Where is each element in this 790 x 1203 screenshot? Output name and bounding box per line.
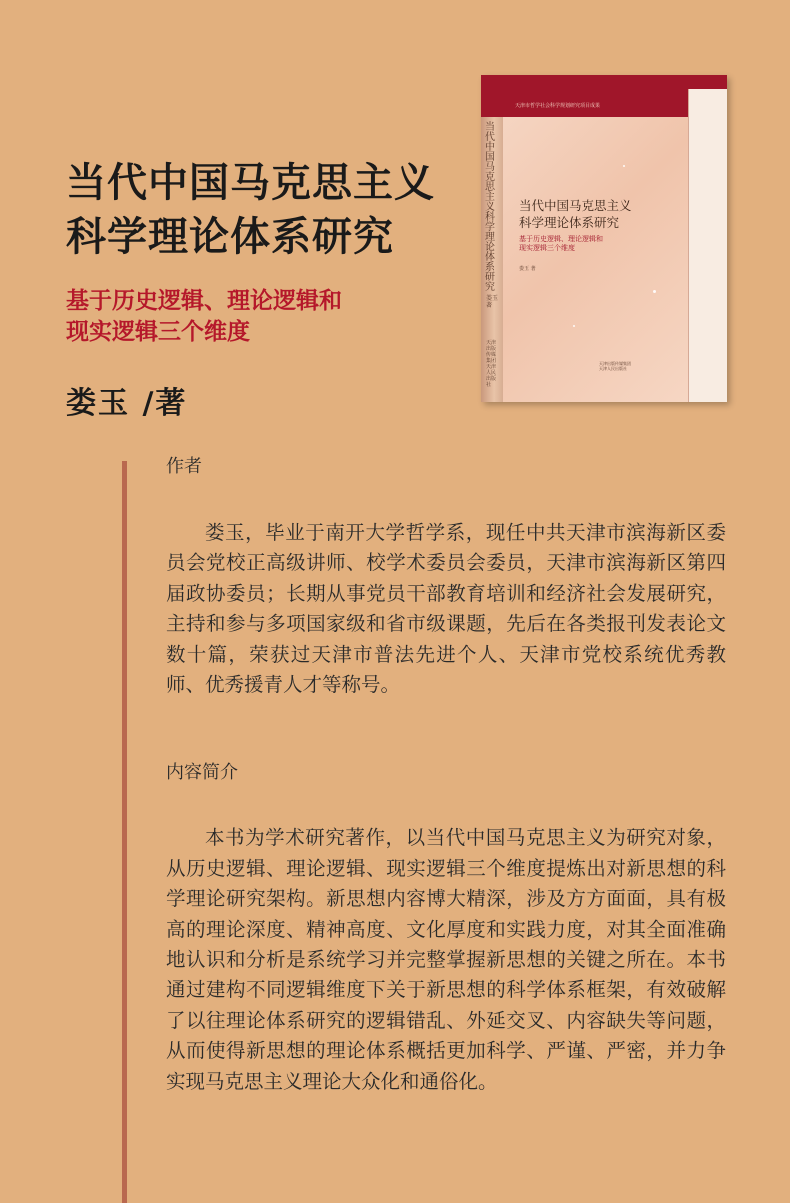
intro-body: 本书为学术研究著作，以当代中国马克思主义为研究对象，从历史逻辑、理论逻辑、现实逻辑三个维度提炼出对新思想的科学理论研究架构。新思想内容博大精深，涉及方方面面，具有极高的理论深度、精神高度、文化厚度和实践力度，对其全面准确地认识和分析是系统学习并完整掌握新思想的关键之所在。本书通过建构不同逻辑维度下关于新思想的科学体系框架，有效破解了以往理论体系研究的逻辑错乱、外延交叉、内容缺失等问题，从而使得新思想的理论体系概括更加科学、严谨、严密，并力争实现马克思主义理论大众化和通俗化。 xyxy=(166,826,726,1093)
book-title xyxy=(519,197,632,231)
page-title-line-2: 科学理论体系研究 xyxy=(66,213,394,260)
content xyxy=(166,452,726,1097)
book-cover-image xyxy=(481,75,727,402)
book-page-edge xyxy=(688,89,727,402)
book-publisher xyxy=(599,361,631,371)
subtitle xyxy=(66,286,466,348)
author-credit: 娄玉 /著 xyxy=(66,386,188,421)
subtitle-line-2: 现实逻辑三个维度 xyxy=(66,319,250,345)
book-spine-band xyxy=(481,75,503,117)
book-title-line-2: 科学理论体系研究 xyxy=(519,215,620,230)
author-section-heading: 作者 xyxy=(166,456,202,477)
book-subtitle-line-2: 现实逻辑三个维度 xyxy=(519,244,575,252)
book-spine-title: 当代中国马克思主义科学理论体系研究 xyxy=(485,122,495,293)
book-spine-publisher: 天津出版传媒集团 天津人民出版社 xyxy=(486,340,497,388)
sparkle-icon xyxy=(573,325,575,327)
title-block xyxy=(66,156,466,422)
book-title-line-1: 当代中国马克思主义 xyxy=(519,198,632,213)
vertical-divider xyxy=(122,461,127,1203)
book-subtitle-line-1: 基于历史逻辑、理论逻辑和 xyxy=(519,235,603,243)
author-bio: 娄玉，毕业于南开大学哲学系，现任中共天津市滨海新区委员会党校正高级讲师、校学术委员会委员，天津市滨海新区第四届政协委员；长期从事党员干部教育培训和经济社会发展研究，主持和参与多项国家级和省市级课题，先后在各类报刊发表论文数十篇，荣获过天津市普法先进个人、天津市党校系统优秀教师、优秀援青人才等称号。 xyxy=(166,521,726,697)
subtitle-line-1: 基于历史逻辑、理论逻辑和 xyxy=(66,288,342,314)
book-author: 娄玉 著 xyxy=(519,266,536,272)
sparkle-icon xyxy=(623,165,625,167)
book-subtitle xyxy=(519,235,603,253)
page-title-line-1: 当代中国马克思主义 xyxy=(66,159,435,206)
book-publisher-line-1: 天津出版传媒集团 xyxy=(599,361,631,366)
sparkle-icon xyxy=(653,290,656,293)
book-series-text: 天津市哲学社会科学规划研究项目成果 xyxy=(515,103,601,109)
book-publisher-line-2: 天津人民出版社 xyxy=(599,366,627,371)
book-spine-author: 娄玉 著 xyxy=(486,295,499,309)
book-front xyxy=(503,75,727,402)
intro-section-heading: 内容简介 xyxy=(166,762,238,784)
